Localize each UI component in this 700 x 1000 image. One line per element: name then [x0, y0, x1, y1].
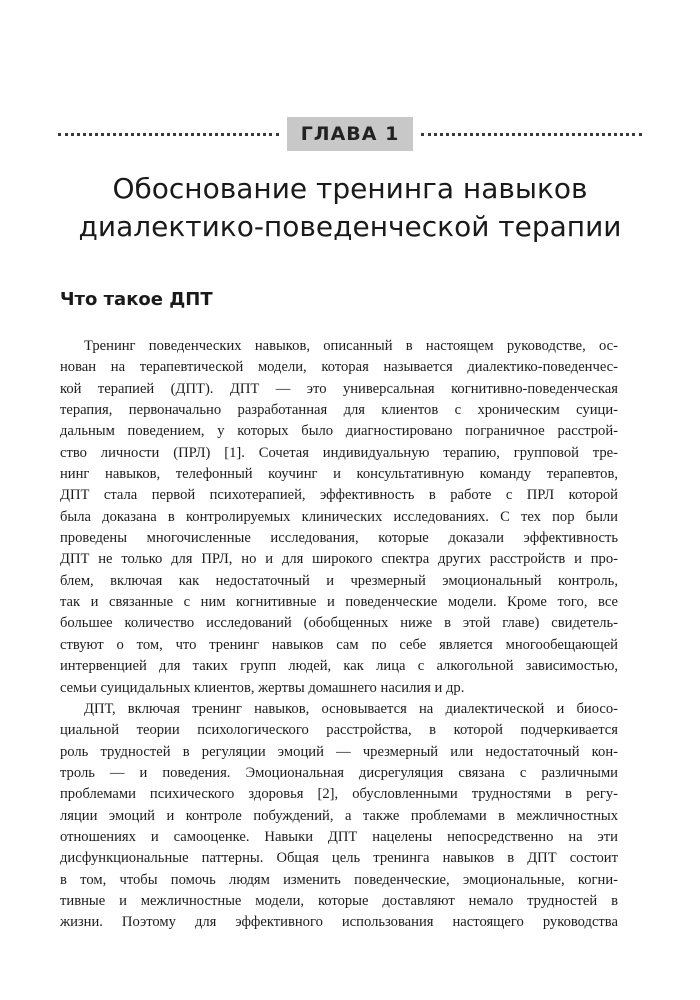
text-line: жизни. Поэтому для эффективного использования настоящего руководства [60, 914, 618, 931]
text-line: семьи суицидальных клиентов, жертвы домашнего насилия и др. [60, 679, 465, 696]
text-line: отношениях и самооценке. Навыки ДПТ нацелены непосредственно на эти [60, 828, 618, 845]
chapter-label: ГЛАВА 1 [300, 123, 400, 145]
text-line: роль трудностей в регуляции эмоций — чрезмерный или недостаточный кон- [60, 743, 618, 760]
dotted-rule-left [58, 133, 279, 136]
paragraph [60, 699, 618, 934]
text-line: ДПТ стала первой психотерапией, эффективность в работе с ПРЛ которой [60, 487, 618, 504]
chapter-label-box [287, 117, 414, 151]
text-line: дальным поведением, у которых было диагностировано пограничное расстрой- [60, 423, 618, 440]
text-line: блем, включая как недостаточный и чрезмерный эмоциональный контроль, [60, 572, 618, 589]
text-line: так и связанные с ним когнитивные и поведенческие модели. Кроме того, все [60, 594, 618, 611]
section-heading: Что такое ДПТ [60, 289, 213, 310]
text-line: была доказана в контролируемых клинических исследованиях. С тех пор были [60, 508, 618, 525]
text-line: тивные и межличностные модели, которые доставляют немало трудностей в [60, 892, 618, 909]
text-line: кой терапией (ДПТ). ДПТ — это универсальная когнитивно-поведенческая [60, 380, 618, 397]
text-line: ствуют о том, что тренинг навыков сам по себе является многообещающей [60, 636, 618, 653]
text-line: интервенцией для таких групп людей, как лица с алкогольной зависимостью, [60, 658, 618, 675]
text-line: большее количество исследований (обобщенных ниже в этой главе) свидетель- [60, 615, 618, 632]
text-line: ДПТ не только для ПРЛ, но и для широкого спектра других расстройств и про- [60, 551, 618, 568]
chapter-title-line: диалектико-поведенческой терапии [78, 210, 622, 243]
text-line: нован на терапевтической модели, которая называется диалектико-поведенчес- [60, 359, 618, 376]
chapter-title [40, 170, 660, 246]
text-line: ляции эмоций и контроле побуждений, а также проблемами в межличностных [60, 807, 618, 824]
text-line: в том, чтобы помочь людям изменить поведенческие, эмоциональные, когни- [60, 871, 618, 888]
paragraph [60, 336, 618, 699]
text-line: Тренинг поведенческих навыков, описанный в настоящем руководстве, ос- [84, 338, 618, 354]
text-line: проведены многочисленные исследования, которые доказали эффективность [60, 530, 618, 547]
text-line: ство личности (ПРЛ) [1]. Сочетая индивидуальную терапию, групповой тре- [60, 444, 618, 461]
text-line: троль — и поведения. Эмоциональная дисрегуляция связана с различными [60, 764, 618, 781]
text-line: терапия, первоначально разработанная для клиентов с хроническим суици- [60, 402, 618, 419]
text-line: ДПТ, включая тренинг навыков, основывается на диалектической и биосо- [84, 700, 618, 717]
text-line: дисфункциональные паттерны. Общая цель тренинга навыков в ДПТ состоит [60, 850, 618, 867]
chapter-title-line: Обоснование тренинга навыков [112, 172, 588, 205]
dotted-rule-right [421, 133, 642, 136]
body-text [60, 336, 618, 934]
text-line: нинг навыков, телефонный коучинг и консультативную команду терапевтов, [60, 466, 618, 483]
text-line: проблемами психического здоровья [2], обусловленными трудностями в регу- [60, 786, 618, 803]
chapter-header [58, 117, 642, 151]
text-line: циальной теории психологического расстройства, в которой подчеркивается [60, 722, 618, 739]
